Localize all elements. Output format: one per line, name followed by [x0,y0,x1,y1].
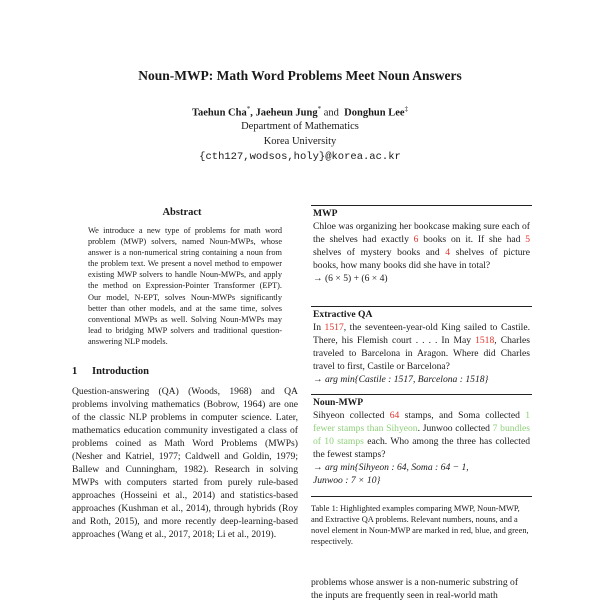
table-caption: Table 1: Highlighted examples comparing MWP, Noun-MWP, and Extractive QA problems. Relevant numbers, nouns, and a novel element in Noun-MWP are marked in red, blue, and green, respectively. [311,504,529,546]
noun-novel-1: 1 fewer stamps than Sihyeon [313,410,530,434]
mwp-number-1: 6 [413,234,419,245]
eqa-heading: Extractive QA [313,309,373,320]
noun-mwp-heading: Noun-MWP [313,397,364,408]
author-2: Jaeheun Jung [255,107,318,119]
noun-answer-1: → arg min{Sihyeon : 64, Soma : 64 − 1, [313,462,469,473]
table-rule-1 [311,306,532,307]
mwp-number-2: 5 [525,234,530,245]
author-2-mark: * [317,105,322,113]
table-rule-bottom [311,496,532,497]
mwp-text: Chloe was organizing her bookcase making sure each of the shelves had exactly 6 books on it. If she had 5 shelves of mystery books and 4 shelves of picture books, how many books did she have in total? [313,221,530,271]
university: Korea University [263,136,337,147]
noun-mwp-box [313,396,530,487]
author-line: Taehun Cha*, Jaeheun Jung* and Donghun Lee‡ [191,105,409,119]
author-1: Taehun Cha [191,107,247,119]
table-rule-top [311,205,532,206]
noun-number-1: 64 [389,410,400,421]
eqa-answer: → arg min{Castile : 1517, Barcelona : 1518} [313,374,489,385]
noun-mwp-text: Sihyeon collected 64 stamps, and Soma collected 1 fewer stamps than Sihyeon. Junwoo collected 7 bundles of 10 stamps each. Who among the three has collected the fewest stamps? [313,410,530,460]
section-title: Introduction [92,366,149,377]
mwp-box [313,207,530,285]
eqa-text: In 1517, the seventeen-year-old King sailed to Castile. There, his Flemish court . . . . In May 1518, Charles traveled to Barcelona in Aragon. Where did Charles travel to first, Castile or Barcelona? [313,322,531,372]
abstract-body: We introduce a new type of problems for math word problem (MWP) solvers, named Noun-MWPs, whose answer is a non-numerical string containing a noun from the problem text. We present a novel method to empower existing MWP solvers to handle Noun-MWPs, and apply the method on Expression-Pointer Transformer (EPT). Our model, N-EPT, solves Noun-MWPs significantly better than other models, and at the same time, solves conventional MWPs as well. Solving Noun-MWPs may lead to bridging MWP solvers and traditional question-answering NLP models. [88,226,282,346]
mwp-heading: MWP [313,208,338,219]
abstract-heading: Abstract [162,207,202,218]
department: Department of Mathematics [241,121,359,132]
eqa-number-2: 1518 [475,335,495,346]
paper-title: Noun-MWP: Math Word Problems Meet Noun Answers [138,68,462,83]
right-column-body: problems whose answer is a non-numeric substring of the inputs are frequently seen in real-world math [311,577,519,601]
noun-answer-2: Junwoo : 7 × 10} [313,475,381,486]
author-3: Donghun Lee [344,107,405,119]
eqa-number-1: 1517 [324,322,344,333]
author-1-mark: * [246,105,251,113]
section-heading [72,366,149,377]
mwp-answer: → (6 × 5) + (6 × 4) [313,273,388,284]
mwp-number-3: 4 [445,247,451,258]
author-and: and [323,107,339,119]
author-3-mark: ‡ [404,105,409,113]
section-number: 1 [72,366,78,377]
noun-novel-2: 7 bundles of 10 stamps [313,423,530,447]
eqa-box [313,308,530,386]
email: {cth127,wodsos,holy}@korea.ac.kr [199,151,401,163]
table-rule-2 [311,394,532,395]
intro-body: Question-answering (QA) (Woods, 1968) and QA problems involving mathematics (Bobrow, 1964) are one of the classic NLP problems in computer science. Later, mathematics education community investigated a class of problems coined as Math Word Problems (MWPs) (Nesher and Katriel, 1977; Caldwell and Goldin, 1979; Ballew and Cunningham, 1982). Research in solving MWPs with computers started from purely rule-based approaches (Hosseini et al., 2014) and statistics-based approaches (Kushman et al., 2014), through hybrids (Roy and Roth, 2015), and more recently deep-learning-based approaches (Wang et al., 2017, 2018; Li et al., 2019). [72,386,298,540]
